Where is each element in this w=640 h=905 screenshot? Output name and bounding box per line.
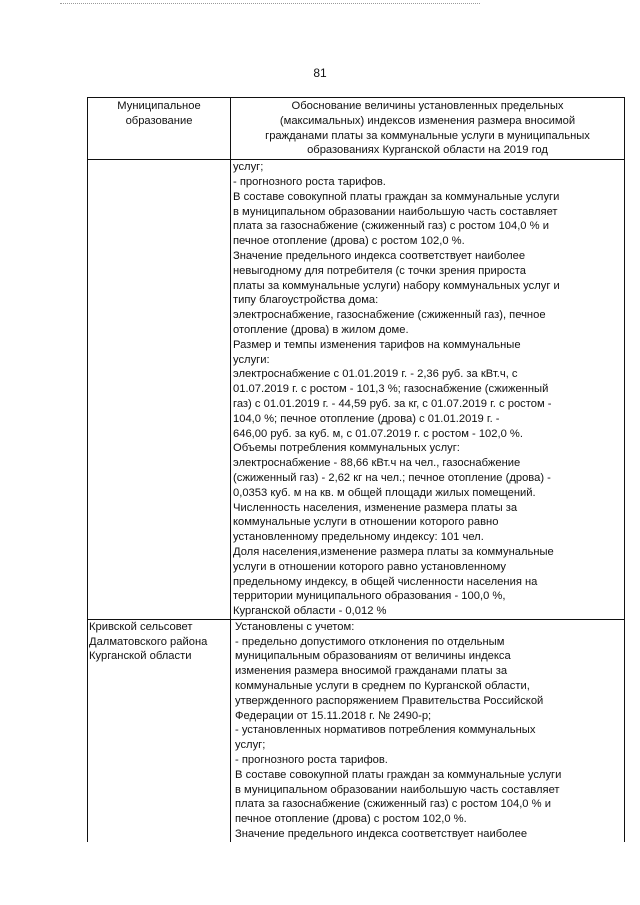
header-justification-line: (максимальных) индексов изменения размера вносимой (279, 114, 576, 127)
text-line: печное отопление (дрова) с ростом 102,0 %. (235, 813, 467, 826)
text-line: 01.07.2019 г. с ростом - 101,3 %; газоснабжение (сжиженный (233, 383, 549, 396)
justification-table (87, 97, 625, 842)
municipality-line: Курганской области (89, 650, 192, 663)
text-line: - прогнозного роста тарифов. (235, 754, 388, 767)
text-line: 0,0353 куб. м на кв. м общей площади жилых помещений. (233, 486, 536, 499)
text-line: муниципальным образованиям от величины индекса (235, 650, 511, 663)
text-line: услуг; (235, 739, 266, 752)
justification-cell (231, 160, 625, 620)
text-line: 646,00 руб. за куб. м, с 01.07.2019 г. с ростом - 102,0 %. (233, 427, 523, 440)
text-line: Объемы потребления коммунальных услуг: (233, 442, 460, 455)
text-line: электроснабжение с 01.01.2019 г. - 2,36 руб. за кВт.ч, с (233, 368, 518, 381)
text-line: (сжиженный газ) - 2,62 кг на чел.; печное отопление (дрова) - (233, 471, 551, 484)
text-line: Численность населения, изменение размера платы за (233, 501, 518, 514)
header-municipality (88, 98, 231, 160)
page-number: 81 (313, 66, 327, 80)
text-line: Значение предельного индекса соответствует наиболее (233, 249, 526, 262)
header-justification-line: гражданами платы за коммунальные услуги в муниципальных (265, 129, 590, 142)
text-line: коммунальные услуги в среднем по Курганской области, (235, 680, 530, 693)
municipality-cell (88, 160, 231, 620)
text-line: отопление (дрова) в жилом доме. (233, 323, 409, 336)
text-line: Федерации от 15.11.2018 г. № 2490-р; (235, 709, 432, 722)
table-row (88, 160, 625, 620)
text-line: - прогнозного роста тарифов. (233, 175, 386, 188)
text-line: услуги в отношении которого равно установленному (233, 560, 506, 573)
municipality-line: Далматовского района (89, 635, 208, 648)
header-justification-line: Обоснование величины установленных предельных (291, 100, 564, 112)
table-header-row (88, 98, 625, 160)
header-justification (231, 98, 625, 160)
text-line: в муниципальном образовании наибольшую часть составляет (235, 783, 560, 796)
text-line: невыгодному для потребителя (с точки зрения прироста (233, 264, 526, 277)
text-line: электроснабжение, газоснабжение (сжиженный газ), печное (233, 309, 546, 322)
text-line: в муниципальном образовании наибольшую часть составляет (233, 205, 558, 218)
text-line: Установлены с учетом: (235, 620, 355, 633)
text-line: услуги: (233, 353, 270, 366)
scan-edge-artifact (60, 3, 480, 5)
text-line: платы за коммунальные услуги) набору коммунальных услуг и (233, 279, 560, 292)
text-line: Значение предельного индекса соответствует наиболее (235, 828, 528, 841)
text-line: коммунальные услуги в отношении которого равно (233, 516, 499, 529)
text-line: В составе совокупной платы граждан за коммунальные услуги (233, 190, 560, 203)
text-line: - предельно допустимого отклонения по отдельным (235, 635, 505, 648)
text-line: электроснабжение - 88,66 кВт.ч на чел., газоснабжение (233, 457, 521, 470)
justification-cell (231, 619, 625, 841)
text-line: печное отопление (дрова) с ростом 102,0 %. (233, 235, 465, 248)
text-line: предельному индексу, в общей численности населения на (233, 575, 538, 588)
text-line: Курганской области - 0,012 % (233, 605, 387, 618)
text-line: Доля населения,изменение размера платы за коммунальные (233, 545, 554, 558)
text-line: изменения размера вносимой гражданами платы за (235, 665, 508, 678)
text-line: В составе совокупной платы граждан за коммунальные услуги (235, 768, 562, 781)
text-line: Размер и темпы изменения тарифов на коммунальные (233, 338, 521, 351)
header-justification-line: образованиях Курганской области на 2019 год (307, 144, 548, 157)
text-line: плата за газоснабжение (сжиженный газ) с ростом 104,0 % и (235, 798, 551, 811)
text-line: установленному предельному индексу: 101 чел. (233, 531, 484, 544)
text-line: типу благоустройства дома: (233, 294, 379, 307)
header-municipality-line: Муниципальное (117, 100, 201, 112)
table-row (88, 619, 625, 841)
header-municipality-line: образование (125, 114, 193, 127)
text-line: газ) с 01.01.2019 г. - 44,59 руб. за кг, с 01.07.2019 г. с ростом - (233, 397, 552, 410)
municipality-cell (88, 619, 231, 841)
municipality-line: Кривской сельсовет (89, 620, 193, 633)
text-line: утвержденного распоряжением Правительства Российской (235, 694, 544, 707)
text-line: территории муниципального образования - 100,0 %, (233, 590, 506, 603)
text-line: - установленных нормативов потребления коммунальных (235, 724, 536, 737)
text-line: услуг; (233, 161, 264, 174)
text-line: 104,0 %; печное отопление (дрова) с 01.01.2019 г. - (233, 412, 500, 425)
text-line: плата за газоснабжение (сжиженный газ) с ростом 104,0 % и (233, 220, 549, 233)
